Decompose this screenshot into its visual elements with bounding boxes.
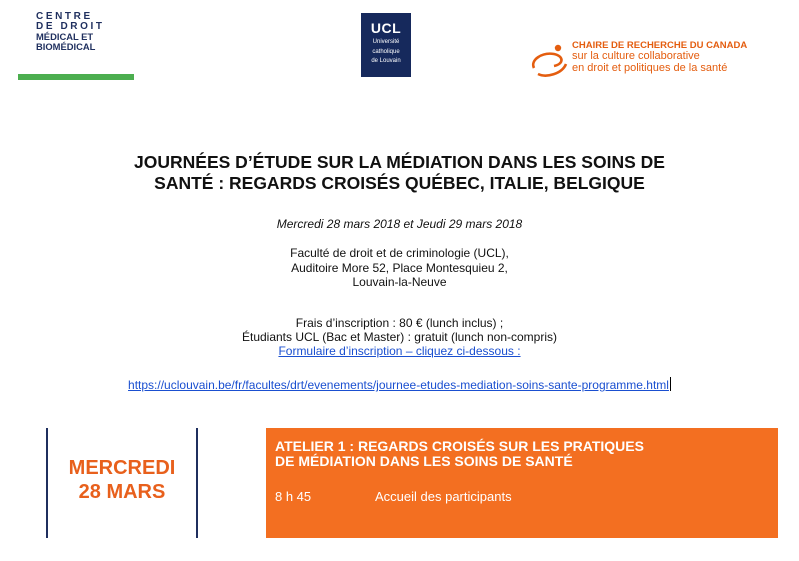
document-title xyxy=(20,152,779,194)
day-box xyxy=(46,428,198,538)
cdmb-logo xyxy=(36,12,136,52)
chaire-logo-line-2: sur la culture collaborative xyxy=(572,50,700,62)
program-url-link[interactable]: https://uclouvain.be/fr/facultes/drt/evenements/journee-etudes-mediation-soins-sante-programme.html xyxy=(128,378,669,392)
document-title-line-1: JOURNÉES D’ÉTUDE SUR LA MÉDIATION DANS LES SOINS DE xyxy=(134,152,665,172)
cdmb-logo-line-2: DE DROIT xyxy=(36,21,105,32)
day-label-line-1: MERCREDI xyxy=(68,457,176,479)
ucl-logo-sub-3: de Louvain xyxy=(371,58,401,64)
workshop-title-line-2: DE MÉDIATION DANS LES SOINS DE SANTÉ xyxy=(275,453,573,469)
ucl-logo-title: UCL xyxy=(370,20,402,36)
registration-fees xyxy=(0,316,799,358)
chaire-logo xyxy=(525,40,775,80)
workshop-title-line-1: ATELIER 1 : REGARDS CROISÉS SUR LES PRATIQUES xyxy=(275,438,644,454)
cdmb-logo-line-4: BIOMÉDICAL xyxy=(36,41,96,52)
ucl-logo-sub-2: catholique xyxy=(372,48,400,55)
program-url-container xyxy=(0,377,799,392)
day-label-line-2: 28 MARS xyxy=(78,481,166,503)
venue-line-3: Louvain-la-Neuve xyxy=(352,275,447,289)
schedule-time: 8 h 45 xyxy=(275,489,312,504)
workshop-box xyxy=(266,428,778,538)
registration-form-link[interactable]: Formulaire d’inscription – cliquez ci-dessous : xyxy=(278,344,521,358)
schedule-activity: Accueil des participants xyxy=(375,489,512,504)
event-dates: Mercredi 28 mars 2018 et Jeudi 29 mars 2018 xyxy=(276,217,523,231)
workshop-title xyxy=(275,439,644,469)
cdmb-logo-line-1: CENTRE xyxy=(36,11,93,22)
chaire-swirl-icon xyxy=(528,42,570,80)
fees-line-2: Étudiants UCL (Bac et Master) : gratuit (lunch non-compris) xyxy=(241,330,557,344)
day-label xyxy=(48,456,196,504)
document-title-line-2: SANTÉ : REGARDS CROISÉS QUÉBEC, ITALIE, BELGIQUE xyxy=(154,173,645,193)
venue-line-1: Faculté de droit et de criminologie (UCL), xyxy=(290,246,509,260)
cdmb-logo-line-3: MÉDICAL ET xyxy=(36,31,94,42)
fees-line-1: Frais d’inscription : 80 € (lunch inclus) ; xyxy=(295,316,504,330)
venue-line-2: Auditoire More 52, Place Montesquieu 2, xyxy=(291,260,508,275)
chaire-logo-line-1: CHAIRE DE RECHERCHE DU CANADA xyxy=(572,40,748,51)
text-cursor xyxy=(670,377,671,391)
ucl-logo xyxy=(361,13,411,77)
ucl-logo-sub-1: Université xyxy=(372,39,400,45)
cdmb-logo-bar xyxy=(18,74,134,80)
event-venue xyxy=(0,246,799,290)
chaire-logo-line-3: en droit et politiques de la santé xyxy=(572,62,728,74)
